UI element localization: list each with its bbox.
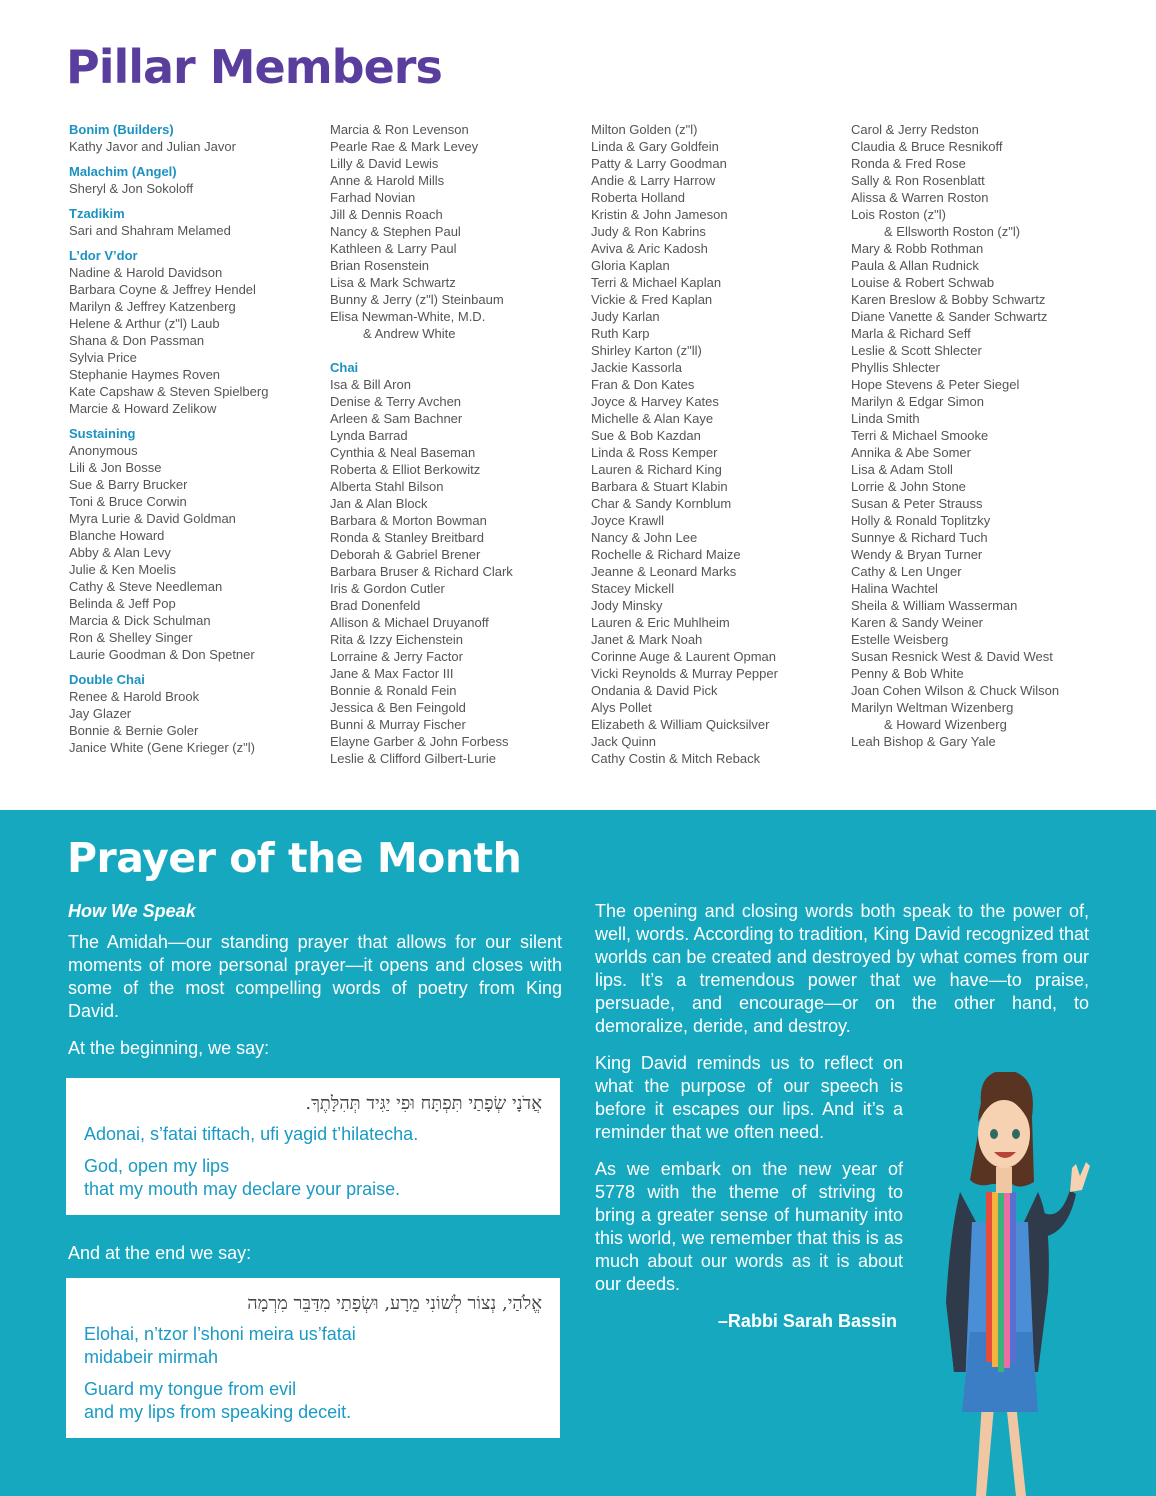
translation-closing-line-1: Guard my tongue from evil — [84, 1379, 297, 1399]
end-label: And at the end we say: — [68, 1243, 252, 1263]
member-name: Sue & Barry Brucker — [69, 477, 188, 492]
member-name: Annika & Abe Somer — [851, 445, 971, 460]
member-name: Renee & Harold Brook — [69, 689, 200, 704]
member-name: Claudia & Bruce Resnikoff — [851, 139, 1003, 154]
translation-closing-line-2: and my lips from speaking deceit. — [84, 1402, 352, 1422]
member-category-heading: Chai — [330, 360, 359, 375]
prayer-left-column — [68, 900, 562, 1074]
member-name: Alissa & Warren Roston — [851, 190, 989, 205]
member-name: Karen & Sandy Weiner — [851, 615, 983, 630]
member-name: Kathleen & Larry Paul — [330, 241, 457, 256]
member-name: Marilyn & Jeffrey Katzenberg — [69, 299, 236, 314]
right-paragraph-3: As we embark on the new year of 5778 with the theme of striving to bring a greater sense of humanity into this world, we remember that this is as much about our words as it is about our deeds. — [595, 1159, 903, 1294]
member-name: Jane & Max Factor III — [330, 666, 454, 681]
pillar-members-title: Pillar Members — [66, 40, 442, 94]
member-name: Nadine & Harold Davidson — [69, 265, 223, 280]
member-name: Vicki Reynolds & Murray Pepper — [591, 666, 778, 681]
prayer-box-closing — [66, 1278, 560, 1438]
member-name: Farhad Novian — [330, 190, 416, 205]
member-name: Elayne Garber & John Forbess — [330, 734, 509, 749]
member-name: Linda Smith — [851, 411, 920, 426]
spacer — [330, 342, 582, 351]
member-name: Ronda & Fred Rose — [851, 156, 966, 171]
member-name: Jody Minsky — [591, 598, 663, 613]
member-name: Sari and Shahram Melamed — [69, 223, 231, 238]
member-name: Isa & Bill Aron — [330, 377, 411, 392]
member-name: Sheryl & Jon Sokoloff — [69, 181, 194, 196]
member-name: Barbara & Morton Bowman — [330, 513, 487, 528]
member-name: Louise & Robert Schwab — [851, 275, 995, 290]
member-name: Kate Capshaw & Steven Spielberg — [69, 384, 269, 399]
right-paragraph-2: King David reminds us to reflect on what the purpose of our speech is before it escapes our lips. And it’s a reminder that we often need. — [595, 1053, 903, 1142]
member-name: Roberta & Elliot Berkowitz — [330, 462, 481, 477]
member-name: Paula & Allan Rudnick — [851, 258, 979, 273]
member-name: Lynda Barrad — [330, 428, 408, 443]
member-name: Brian Rosenstein — [330, 258, 429, 273]
member-name: Janice White (Gene Krieger (z"l) — [69, 740, 255, 755]
signature: –Rabbi Sarah Bassin — [717, 1311, 897, 1331]
member-name: Shirley Karton (z"ll) — [591, 343, 702, 358]
member-name: Hope Stevens & Peter Siegel — [851, 377, 1020, 392]
prayer-section — [0, 810, 1156, 1496]
member-name: Jill & Dennis Roach — [330, 207, 443, 222]
member-category-heading: Tzadikim — [69, 206, 125, 221]
member-name: Jack Quinn — [591, 734, 657, 749]
member-name: Halina Wachtel — [851, 581, 938, 596]
member-name: Judy Karlan — [591, 309, 660, 324]
member-name: Susan Resnick West & David West — [851, 649, 1053, 664]
member-name: Pearle Rae & Mark Levey — [330, 139, 479, 154]
member-name: Terri & Michael Smooke — [851, 428, 989, 443]
member-name: Linda & Ross Kemper — [591, 445, 718, 460]
member-name: Elisa Newman-White, M.D. — [330, 309, 486, 324]
translation-opening-line-2: that my mouth may declare your praise. — [84, 1179, 401, 1199]
end-label-wrap — [68, 1242, 562, 1279]
member-name: Susan & Peter Strauss — [851, 496, 983, 511]
member-category-heading: Sustaining — [69, 426, 136, 441]
member-name: Marilyn Weltman Wizenberg — [851, 700, 1014, 715]
member-name: Barbara Bruser & Richard Clark — [330, 564, 513, 579]
members-column-2 — [330, 121, 582, 767]
member-name: Shana & Don Passman — [69, 333, 205, 348]
member-name: Linda & Gary Goldfein — [591, 139, 719, 154]
member-name: Corinne Auge & Laurent Opman — [591, 649, 777, 664]
member-name: Cathy & Steve Needleman — [69, 579, 223, 594]
member-name: Leslie & Scott Shlecter — [851, 343, 982, 358]
member-name: Lorrie & John Stone — [851, 479, 966, 494]
member-name: Holly & Ronald Toplitzky — [851, 513, 991, 528]
beginning-label: At the beginning, we say: — [68, 1038, 270, 1058]
member-name: Myra Lurie & David Goldman — [69, 511, 236, 526]
member-name: Sally & Ron Rosenblatt — [851, 173, 985, 188]
member-name: Alys Pollet — [591, 700, 652, 715]
members-column-3 — [591, 121, 843, 767]
hebrew-opening: אֲדֹנָי שְׂפָתַי תִּפְתָּח וּפִי יַגִּיד תְּהִלָּתֶךָ. — [305, 1093, 542, 1114]
member-category-heading: L’dor V’dor — [69, 248, 138, 263]
member-category-heading: Double Chai — [69, 672, 145, 687]
member-name: Denise & Terry Avchen — [330, 394, 462, 409]
member-name: Sue & Bob Kazdan — [591, 428, 701, 443]
member-name: Marla & Richard Seff — [851, 326, 971, 341]
member-name: Phyllis Shlecter — [851, 360, 940, 375]
member-name: Jeanne & Leonard Marks — [591, 564, 737, 579]
member-name: Julie & Ken Moelis — [69, 562, 176, 577]
member-name: Toni & Bruce Corwin — [69, 494, 187, 509]
members-column-4 — [851, 121, 1103, 750]
transliteration-closing-line-1: Elohai, n’tzor l’shoni meira us’fatai — [84, 1324, 356, 1344]
prayer-box-opening — [66, 1078, 560, 1215]
member-name: Patty & Larry Goodman — [591, 156, 727, 171]
member-name: Belinda & Jeff Pop — [69, 596, 176, 611]
member-name: Elizabeth & William Quicksilver — [591, 717, 770, 732]
prayer-title: Prayer of the Month — [67, 834, 522, 882]
member-name: Allison & Michael Druyanoff — [330, 615, 489, 630]
member-name: Ron & Shelley Singer — [69, 630, 193, 645]
member-name: Gloria Kaplan — [591, 258, 670, 273]
member-name: Ondania & David Pick — [591, 683, 718, 698]
member-name: Milton Golden (z"l) — [591, 122, 698, 137]
rabbi-illustration — [920, 1072, 1090, 1496]
member-name: Stacey Mickell — [591, 581, 675, 596]
member-name: Judy & Ron Kabrins — [591, 224, 706, 239]
member-name: Lauren & Eric Muhlheim — [591, 615, 730, 630]
member-name: Marilyn & Edgar Simon — [851, 394, 984, 409]
member-name: & Andrew White — [363, 326, 456, 341]
member-name: Deborah & Gabriel Brener — [330, 547, 481, 562]
member-category-heading: Bonim (Builders) — [69, 122, 174, 137]
translation-opening-line-1: God, open my lips — [84, 1156, 230, 1176]
right-paragraph-1: The opening and closing words both speak to the power of, well, words. According to tradition, King David recognized that worlds can be created and destroyed by what comes from our lips. It’s a tremendous power that we have—to praise, persuade, and encourage—or on the other hand, to demoralize, deride, and destroy. — [595, 901, 1089, 1036]
member-name: Aviva & Aric Kadosh — [591, 241, 708, 256]
member-name: Michelle & Alan Kaye — [591, 411, 714, 426]
member-name: Diane Vanette & Sander Schwartz — [851, 309, 1048, 324]
member-name: Iris & Gordon Cutler — [330, 581, 445, 596]
member-name: Sheila & William Wasserman — [851, 598, 1018, 613]
member-name: Marcia & Ron Levenson — [330, 122, 469, 137]
transliteration-opening: Adonai, s’fatai tiftach, ufi yagid t’hilatecha. — [84, 1124, 419, 1144]
member-name: Leah Bishop & Gary Yale — [851, 734, 996, 749]
member-name: Rochelle & Richard Maize — [591, 547, 741, 562]
member-name: Brad Donenfeld — [330, 598, 421, 613]
member-name: & Ellsworth Roston (z"l) — [884, 224, 1021, 239]
member-name: Joyce & Harvey Kates — [591, 394, 719, 409]
member-name: Stephanie Haymes Roven — [69, 367, 221, 382]
prayer-intro: The Amidah—our standing prayer that allows for our silent moments of more personal prayer—it opens and closes with some of the most compelling words of poetry from King David. — [68, 932, 562, 1021]
member-name: Estelle Weisberg — [851, 632, 949, 647]
member-name: Alberta Stahl Bilson — [330, 479, 444, 494]
member-name: Arleen & Sam Bachner — [330, 411, 463, 426]
member-name: Terri & Michael Kaplan — [591, 275, 722, 290]
member-name: Penny & Bob White — [851, 666, 964, 681]
member-name: Leslie & Clifford Gilbert-Lurie — [330, 751, 496, 766]
member-name: Lilly & David Lewis — [330, 156, 439, 171]
member-name: Ruth Karp — [591, 326, 650, 341]
member-name: Jay Glazer — [69, 706, 132, 721]
transliteration-closing-line-2: midabeir mirmah — [84, 1347, 219, 1367]
member-name: Anonymous — [69, 443, 138, 458]
member-name: Andie & Larry Harrow — [591, 173, 716, 188]
member-name: Lisa & Mark Schwartz — [330, 275, 456, 290]
member-name: Joyce Krawll — [591, 513, 664, 528]
members-column-1 — [69, 121, 321, 756]
member-name: Karen Breslow & Bobby Schwartz — [851, 292, 1046, 307]
member-name: & Howard Wizenberg — [884, 717, 1007, 732]
prayer-subtitle: How We Speak — [68, 901, 196, 921]
member-name: Blanche Howard — [69, 528, 165, 543]
member-name: Nancy & John Lee — [591, 530, 698, 545]
member-name: Lisa & Adam Stoll — [851, 462, 953, 477]
member-name: Roberta Holland — [591, 190, 685, 205]
member-name: Jackie Kassorla — [591, 360, 683, 375]
member-name: Cynthia & Neal Baseman — [330, 445, 476, 460]
member-name: Lauren & Richard King — [591, 462, 722, 477]
member-category-heading: Malachim (Angel) — [69, 164, 177, 179]
member-name: Jan & Alan Block — [330, 496, 428, 511]
member-name: Bunni & Murray Fischer — [330, 717, 466, 732]
member-name: Cathy & Len Unger — [851, 564, 962, 579]
member-name: Bunny & Jerry (z"l) Steinbaum — [330, 292, 504, 307]
member-name: Barbara Coyne & Jeffrey Hendel — [69, 282, 256, 297]
member-name: Mary & Robb Rothman — [851, 241, 984, 256]
member-name: Bonnie & Ronald Fein — [330, 683, 457, 698]
member-name: Char & Sandy Kornblum — [591, 496, 732, 511]
member-name: Nancy & Stephen Paul — [330, 224, 461, 239]
member-name: Abby & Alan Levy — [69, 545, 171, 560]
member-name: Marcie & Howard Zelikow — [69, 401, 217, 416]
member-name: Kristin & John Jameson — [591, 207, 728, 222]
member-name: Fran & Don Kates — [591, 377, 695, 392]
member-name: Ronda & Stanley Breitbard — [330, 530, 484, 545]
member-name: Rita & Izzy Eichenstein — [330, 632, 463, 647]
member-name: Cathy Costin & Mitch Reback — [591, 751, 761, 766]
member-name: Lois Roston (z"l) — [851, 207, 946, 222]
member-name: Jessica & Ben Feingold — [330, 700, 466, 715]
hebrew-closing: אֱלֹהַי, נְצוֹר לְשׁוֹנִי מֵרָע, וּשְׂפָתַי מִדַּבֵּר מִרְמָה — [247, 1293, 542, 1314]
member-name: Sylvia Price — [69, 350, 137, 365]
member-name: Barbara & Stuart Klabin — [591, 479, 728, 494]
member-name: Janet & Mark Noah — [591, 632, 703, 647]
member-name: Bonnie & Bernie Goler — [69, 723, 199, 738]
member-name: Laurie Goodman & Don Spetner — [69, 647, 255, 662]
member-name: Vickie & Fred Kaplan — [591, 292, 713, 307]
member-name: Lili & Jon Bosse — [69, 460, 162, 475]
member-name: Kathy Javor and Julian Javor — [69, 139, 236, 154]
member-name: Helene & Arthur (z"l) Laub — [69, 316, 220, 331]
member-name: Anne & Harold Mills — [330, 173, 445, 188]
member-name: Lorraine & Jerry Factor — [330, 649, 463, 664]
member-name: Joan Cohen Wilson & Chuck Wilson — [851, 683, 1060, 698]
member-name: Sunnye & Richard Tuch — [851, 530, 988, 545]
member-name: Marcia & Dick Schulman — [69, 613, 211, 628]
member-name: Wendy & Bryan Turner — [851, 547, 983, 562]
member-name: Carol & Jerry Redston — [851, 122, 979, 137]
